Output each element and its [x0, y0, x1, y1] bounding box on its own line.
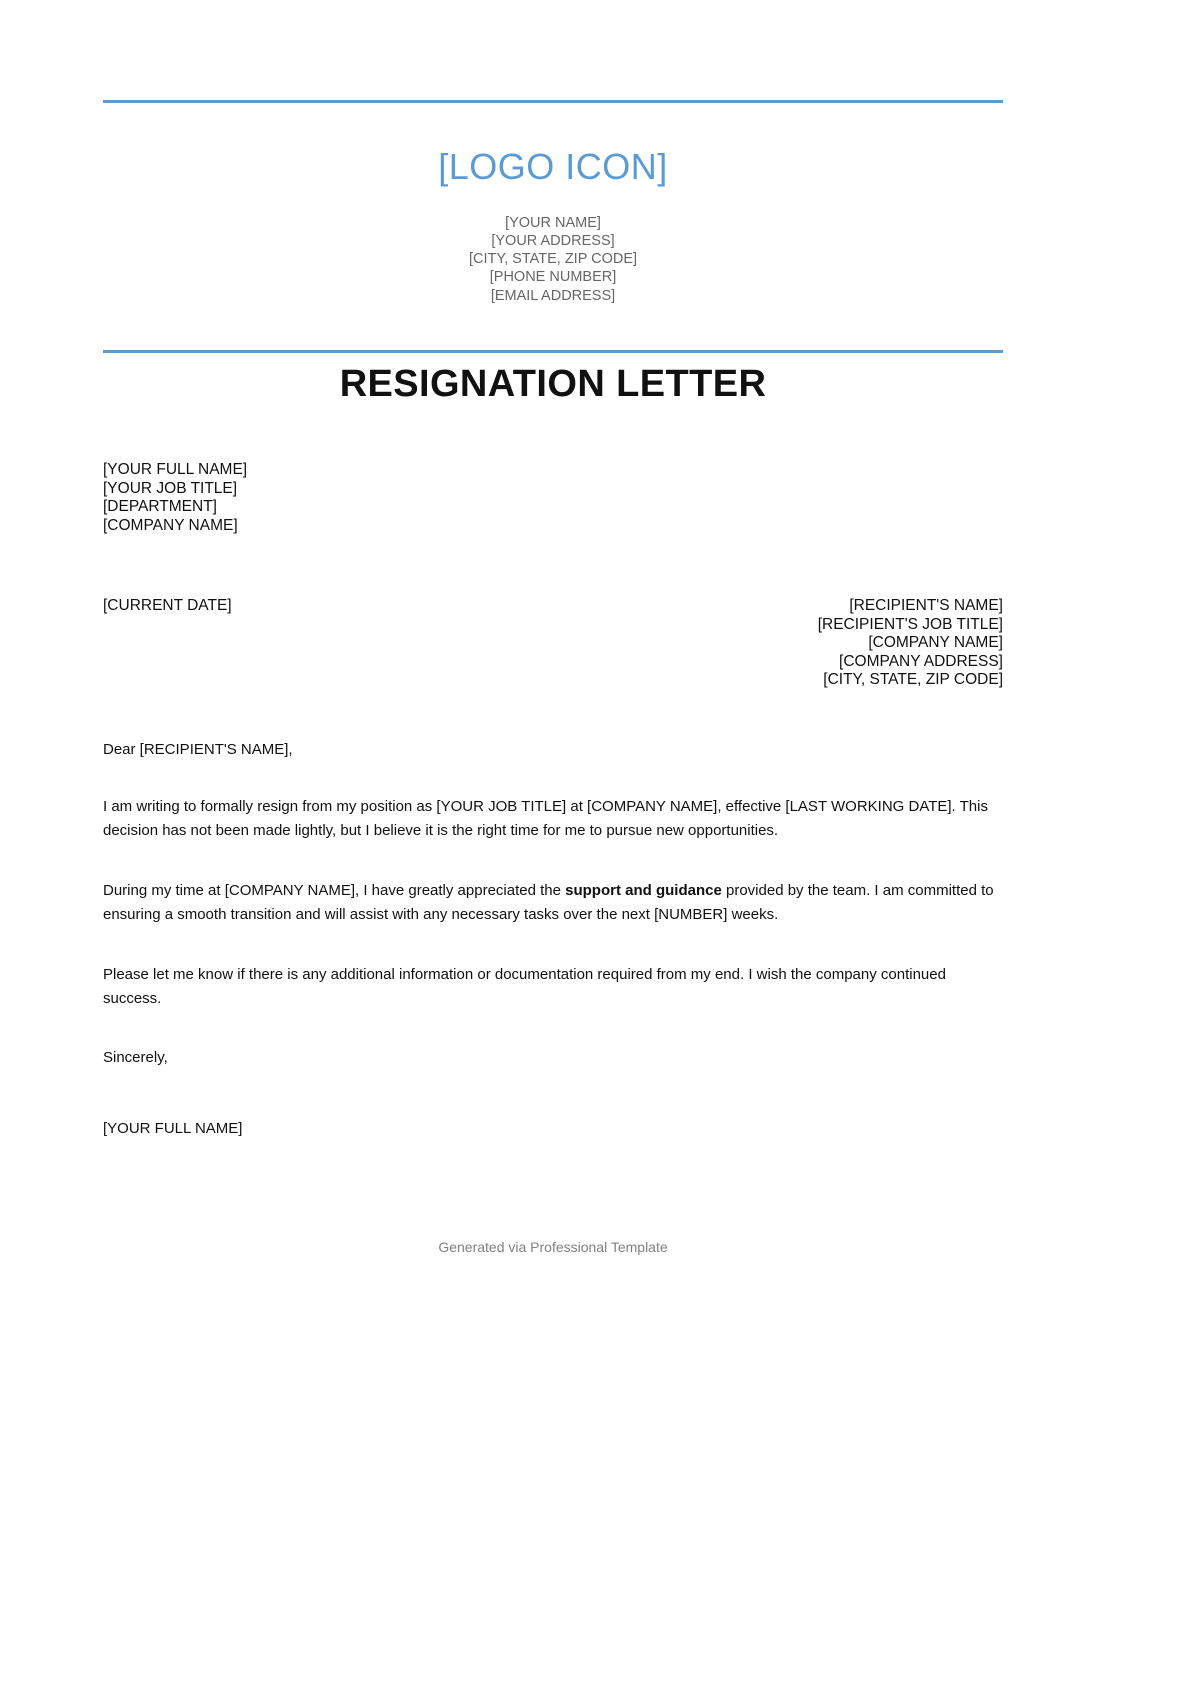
closing-salutation: Sincerely,	[103, 1049, 168, 1066]
recipient-line: [COMPANY ADDRESS]	[839, 652, 1003, 670]
sender-line: [COMPANY NAME]	[103, 516, 238, 534]
body-paragraph-2	[103, 879, 1003, 927]
footer-note: Generated via Professional Template	[438, 1239, 668, 1255]
sender-contact-line: [CITY, STATE, ZIP CODE]	[468, 251, 638, 268]
paragraph-2-text-end: provided by the team. I am committed to ensuring a smooth transition and will assist with any necessary tasks over the next [NUMBER] weeks.	[103, 882, 994, 923]
recipient-line: [CITY, STATE, ZIP CODE]	[823, 671, 1003, 688]
sender-line: [YOUR FULL NAME]	[103, 461, 248, 478]
sender-contact-block	[103, 214, 1003, 305]
salutation: Dear [RECIPIENT'S NAME],	[103, 741, 293, 758]
sender-contact-line: [YOUR ADDRESS]	[491, 233, 615, 250]
body-paragraph-1: I am writing to formally resign from my position as [YOUR JOB TITLE] at [COMPANY NAME], effective [LAST WORKING DATE]. This decision has not been made lightly, but I believe it is the right time for me to pursue new opportunities.	[103, 798, 988, 839]
paragraph-2-emphasis: support and guidance	[565, 882, 722, 899]
document-title: RESIGNATION LETTER	[339, 363, 767, 405]
header-top-rule	[103, 100, 1003, 103]
recipient-address-block	[818, 597, 1003, 690]
sender-contact-line: [PHONE NUMBER]	[489, 269, 617, 286]
sender-contact-line: [EMAIL ADDRESS]	[490, 287, 616, 304]
date-recipient-row	[103, 597, 1003, 690]
paragraph-2-text-start: During my time at [COMPANY NAME], I have greatly appreciated the	[103, 882, 566, 899]
sender-line: [YOUR JOB TITLE]	[103, 479, 238, 497]
recipient-line: [COMPANY NAME]	[868, 634, 1003, 651]
logo-placeholder: [LOGO ICON]	[438, 146, 668, 187]
header-bottom-rule	[103, 350, 1003, 353]
sender-line: [DEPARTMENT]	[103, 498, 217, 515]
sender-contact-line: [YOUR NAME]	[505, 215, 601, 231]
letter-body	[103, 739, 1003, 1140]
recipient-line: [RECIPIENT'S NAME]	[849, 597, 1003, 614]
sender-identity-block	[103, 461, 623, 535]
signature-name: [YOUR FULL NAME]	[103, 1120, 243, 1137]
current-date: [CURRENT DATE]	[103, 597, 232, 614]
body-paragraph-3: Please let me know if there is any additional information or documentation required from my end. I wish the company continued success.	[103, 966, 946, 1007]
recipient-line: [RECIPIENT'S JOB TITLE]	[817, 615, 1003, 633]
